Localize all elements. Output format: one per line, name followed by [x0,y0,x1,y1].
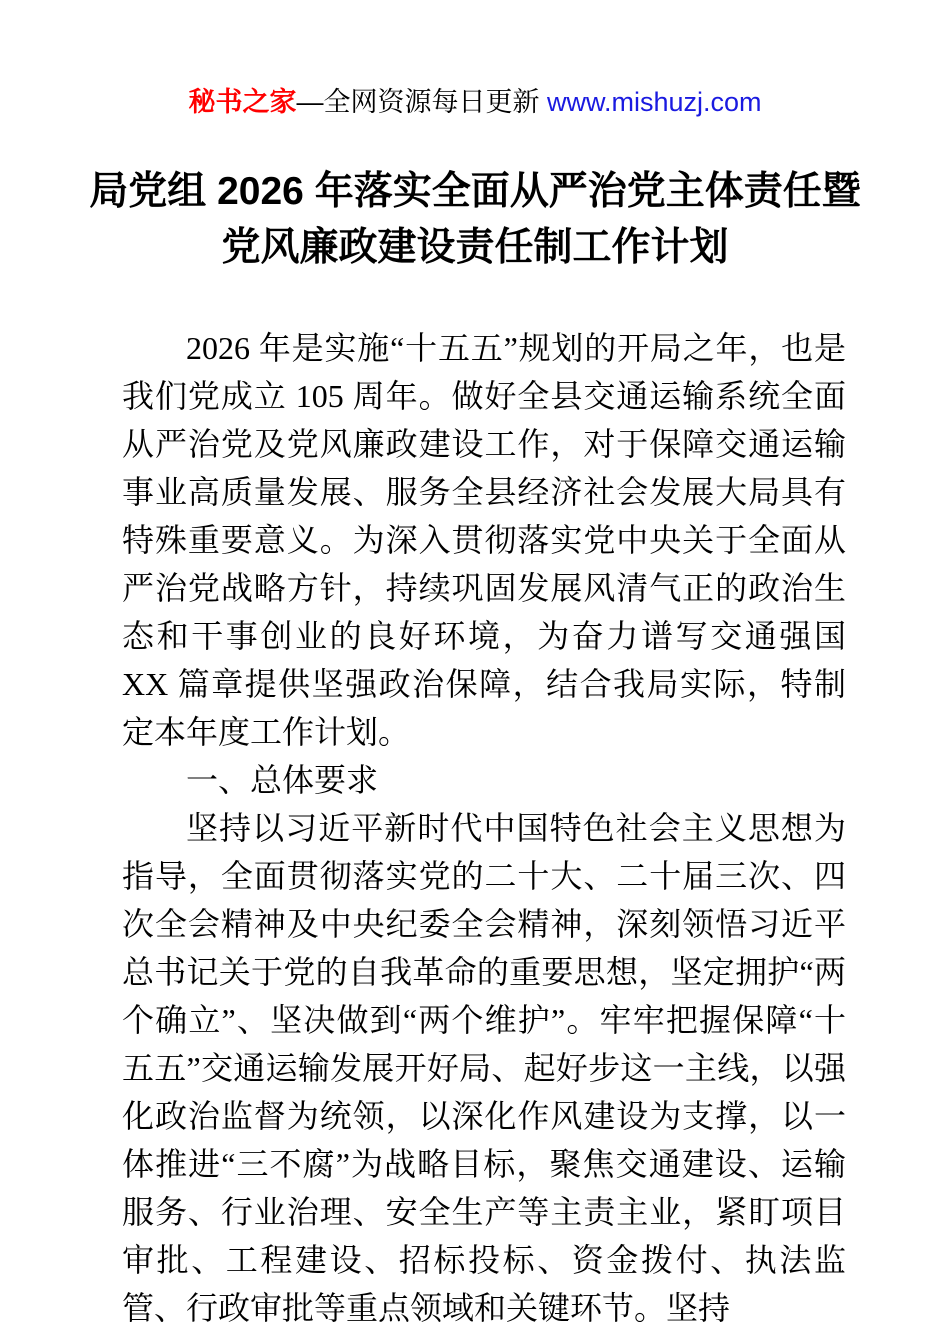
document-title [0,164,950,276]
title-line: 党风廉政建设责任制工作计划 [221,226,729,269]
site-separator: — [296,87,324,117]
section-heading: 一、总体要求 [186,762,379,798]
site-url[interactable]: www.mishuzj.com [546,87,762,117]
site-tagline: 全网资源每日更新 [323,87,547,117]
document-body [122,324,846,1332]
paragraph: 坚持以习近平新时代中国特色社会主义思想为指导，全面贯彻落实党的二十大、二十届三次、四次全会精神及中央纪委全会精神，深刻领悟习近平总书记关于党的自我革命的重要思想，坚定拥护“两个确立”、坚决做到“两个维护”。牢牢把握保障“十五五”交通运输发展开好局、起好步这一主线，以强化政治监督为统领，以深化作风建设为支撑，以一体推进“三不腐”为战略目标，聚焦交通建设、运输服务、行业治理、安全生产等主责主业，紧盯项目审批、工程建设、招标投标、资金拨付、执法监管、行政审批等重点领域和关键环节。坚持 [122,810,846,1326]
site-header [0,0,950,120]
paragraph: 2026 年是实施“十五五”规划的开局之年，也是我们党成立 105 周年。做好全县交通运输系统全面从严治党及党风廉政建设工作，对于保障交通运输事业高质量发展、服务全县经济社会发展大局具有特殊重要意义。为深入贯彻落实党中央关于全面从严治党战略方针，持续巩固发展风清气正的政治生态和干事创业的良好环境，为奋力谱写交通强国 XX 篇章提供坚强政治保障，结合我局实际，特制定本年度工作计划。 [122,330,846,750]
site-brand: 秘书之家 [188,87,297,117]
title-line: 局党组 2026 年落实全面从严治党主体责任暨 [89,170,861,213]
